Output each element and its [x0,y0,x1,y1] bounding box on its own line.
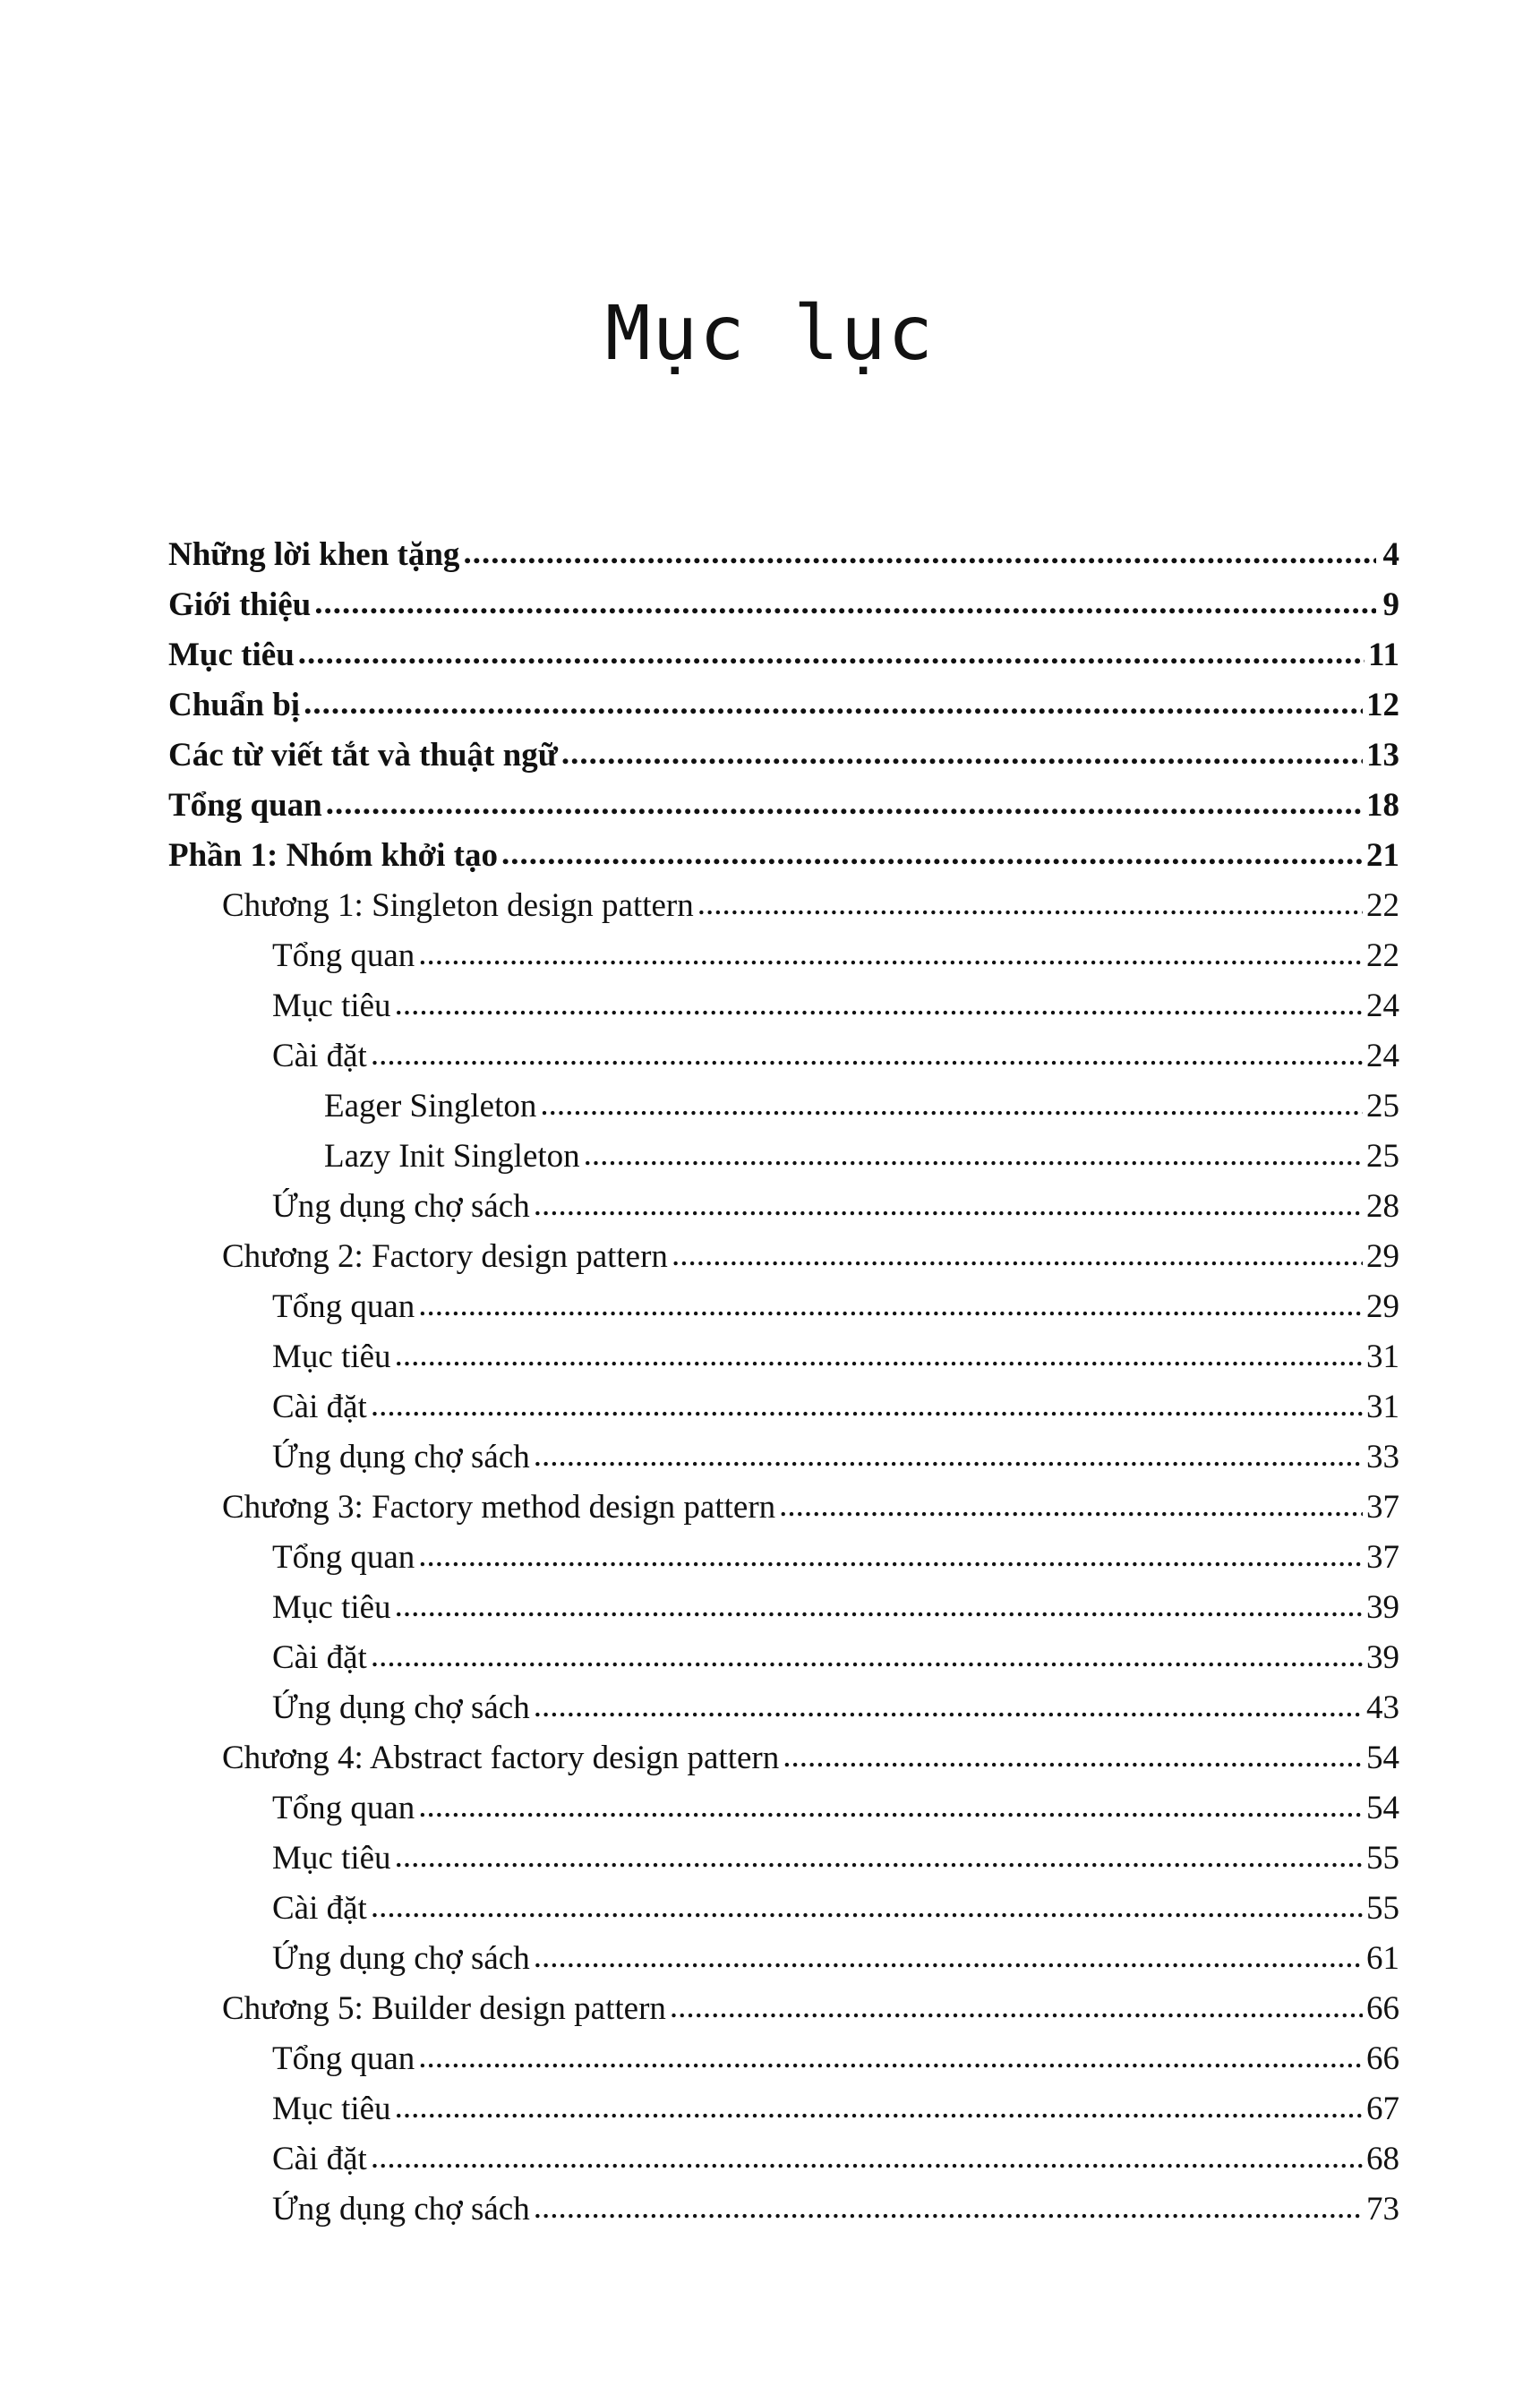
toc-entry [168,1984,1399,2034]
toc-dot-leader [326,779,1363,815]
toc-dot-leader [304,679,1363,714]
toc-dot-leader [395,2082,1363,2118]
toc-entry-label: Ứng dụng chợ sách [272,1689,530,1726]
toc-entry-label: Eager Singleton [324,1088,537,1125]
toc-entry-page-number: 33 [1366,1439,1399,1475]
toc-entry-page-number: 11 [1368,637,1399,673]
toc-entry-label: Ứng dụng chợ sách [272,1439,530,1475]
toc-dot-leader [395,979,1363,1015]
toc-entry [168,1834,1399,1884]
toc-entry-page-number: 67 [1366,2091,1399,2127]
toc-dot-leader [779,1481,1363,1517]
toc-dot-leader [298,629,1365,664]
toc-dot-leader [697,879,1363,915]
toc-dot-leader [584,1130,1363,1166]
toc-entry [168,1132,1399,1182]
toc-entry-label: Các từ viết tắt và thuật ngữ [168,737,558,774]
toc-entry-page-number: 25 [1366,1138,1399,1175]
toc-entry-page-number: 21 [1366,837,1399,874]
toc-entry-page-number: 31 [1366,1389,1399,1425]
toc-entry-page-number: 13 [1366,737,1399,774]
toc-entry [168,1182,1399,1232]
toc-entry-label: Giới thiệu [168,586,312,623]
toc-entry [168,1683,1399,1733]
toc-dot-leader [418,1531,1363,1567]
toc-dot-leader [395,1832,1363,1868]
toc-dot-leader [561,729,1363,765]
toc-entry-page-number: 4 [1382,536,1399,573]
toc-entry-label: Chuẩn bị [168,687,301,723]
toc-entry-label: Ứng dụng chợ sách [272,1188,530,1225]
toc-entry-label: Tổng quan [272,1539,415,1576]
toc-dot-leader [371,1631,1363,1667]
toc-entry-label: Những lời khen tặng [168,536,460,573]
toc-dot-leader [418,1782,1363,1817]
toc-dot-leader [371,2133,1363,2168]
toc-entry-label: Cài đặt [272,2141,367,2177]
toc-dot-leader [418,1280,1363,1316]
toc-entry [168,630,1399,680]
toc-entry-page-number: 68 [1366,2141,1399,2177]
toc-entry [168,1783,1399,1834]
toc-dot-leader [418,2032,1363,2068]
toc-entry [168,1282,1399,1332]
toc-entry [168,1332,1399,1382]
toc-entry [168,2185,1399,2235]
toc-entry [168,1432,1399,1483]
toc-dot-leader [534,2183,1363,2219]
toc-entry-label: Mục tiêu [168,637,295,673]
toc-entry [168,781,1399,831]
toc-entry-label: Lazy Init Singleton [324,1138,580,1175]
toc-entry [168,981,1399,1031]
toc-entry [168,1382,1399,1432]
toc-entry-label: Mục tiêu [272,1338,391,1375]
toc-entry-label: Cài đặt [272,1038,367,1074]
toc-entry-page-number: 54 [1366,1740,1399,1776]
toc-dot-leader [395,1330,1363,1366]
toc-entry [168,1533,1399,1583]
toc-entry-label: Chương 1: Singleton design pattern [222,887,694,924]
toc-entry-label: Cài đặt [272,1389,367,1425]
toc-entry [168,731,1399,781]
toc-dot-leader [534,1681,1363,1717]
toc-entry-page-number: 29 [1366,1238,1399,1275]
toc-dot-leader [371,1882,1363,1918]
toc-dot-leader [670,1982,1363,2018]
toc-dot-leader [534,1431,1363,1467]
toc-entry-label: Chương 5: Builder design pattern [222,1990,666,2027]
toc-entry-page-number: 55 [1366,1890,1399,1927]
toc-dot-leader [418,929,1363,965]
toc-entry-page-number: 22 [1366,937,1399,974]
toc-entry [168,1934,1399,1984]
toc-entry-page-number: 37 [1366,1539,1399,1576]
toc-entry-page-number: 25 [1366,1088,1399,1125]
toc-entry [168,680,1399,731]
toc-entry-page-number: 24 [1366,988,1399,1024]
toc-entry-label: Chương 3: Factory method design pattern [222,1489,776,1526]
toc-dot-leader [463,528,1376,564]
toc-entry [168,1884,1399,1934]
toc-entry-page-number: 66 [1366,2040,1399,2077]
toc-dot-leader [501,829,1363,865]
toc-entry-label: Cài đặt [272,1890,367,1927]
toc-entry-label: Mục tiêu [272,1589,391,1626]
toc-entry-page-number: 28 [1366,1188,1399,1225]
toc-entry-page-number: 29 [1366,1288,1399,1325]
toc-entry-label: Mục tiêu [272,1840,391,1877]
toc-entry [168,1733,1399,1783]
toc-entry [168,530,1399,580]
toc-entry-page-number: 39 [1366,1589,1399,1626]
table-of-contents [168,530,1399,2235]
toc-entry-label: Tổng quan [272,937,415,974]
toc-dot-leader [371,1030,1363,1065]
toc-entry-label: Chương 2: Factory design pattern [222,1238,668,1275]
toc-entry-label: Ứng dụng chợ sách [272,2191,530,2228]
toc-entry-label: Cài đặt [272,1639,367,1676]
toc-entry-page-number: 24 [1366,1038,1399,1074]
toc-entry [168,881,1399,931]
toc-entry [168,931,1399,981]
toc-entry-label: Ứng dụng chợ sách [272,1940,530,1977]
toc-entry-page-number: 37 [1366,1489,1399,1526]
toc-dot-leader [783,1732,1363,1767]
toc-entry-page-number: 39 [1366,1639,1399,1676]
toc-entry [168,1082,1399,1132]
page-title: Mục lục [604,289,935,377]
toc-entry-page-number: 54 [1366,1790,1399,1826]
toc-entry-label: Tổng quan [272,1288,415,1325]
toc-entry-page-number: 61 [1366,1940,1399,1977]
toc-dot-leader [540,1080,1363,1116]
toc-entry [168,1483,1399,1533]
toc-entry [168,1633,1399,1683]
toc-entry-label: Tổng quan [272,2040,415,2077]
toc-dot-leader [534,1932,1363,1968]
toc-entry-label: Chương 4: Abstract factory design pattern [222,1740,780,1776]
toc-dot-leader [395,1581,1363,1617]
toc-entry [168,2084,1399,2134]
toc-entry-page-number: 73 [1366,2191,1399,2228]
toc-dot-leader [672,1230,1363,1266]
toc-entry-page-number: 66 [1366,1990,1399,2027]
toc-dot-leader [534,1180,1363,1216]
toc-entry [168,2134,1399,2185]
toc-entry [168,580,1399,630]
toc-entry [168,1232,1399,1282]
toc-entry-label: Tổng quan [272,1790,415,1826]
toc-entry-label: Tổng quan [168,787,322,824]
toc-entry-label: Mục tiêu [272,988,391,1024]
toc-entry [168,2034,1399,2084]
toc-entry-label: Mục tiêu [272,2091,391,2127]
toc-entry [168,831,1399,881]
toc-entry-page-number: 22 [1366,887,1399,924]
toc-entry-label: Phần 1: Nhóm khởi tạo [168,837,498,874]
toc-entry [168,1031,1399,1082]
toc-entry-page-number: 43 [1366,1689,1399,1726]
toc-entry-page-number: 12 [1366,687,1399,723]
toc-dot-leader [314,578,1376,614]
toc-entry-page-number: 55 [1366,1840,1399,1877]
toc-entry-page-number: 9 [1382,586,1399,623]
toc-entry-page-number: 31 [1366,1338,1399,1375]
toc-dot-leader [371,1381,1363,1416]
toc-entry-page-number: 18 [1366,787,1399,824]
toc-entry [168,1583,1399,1633]
